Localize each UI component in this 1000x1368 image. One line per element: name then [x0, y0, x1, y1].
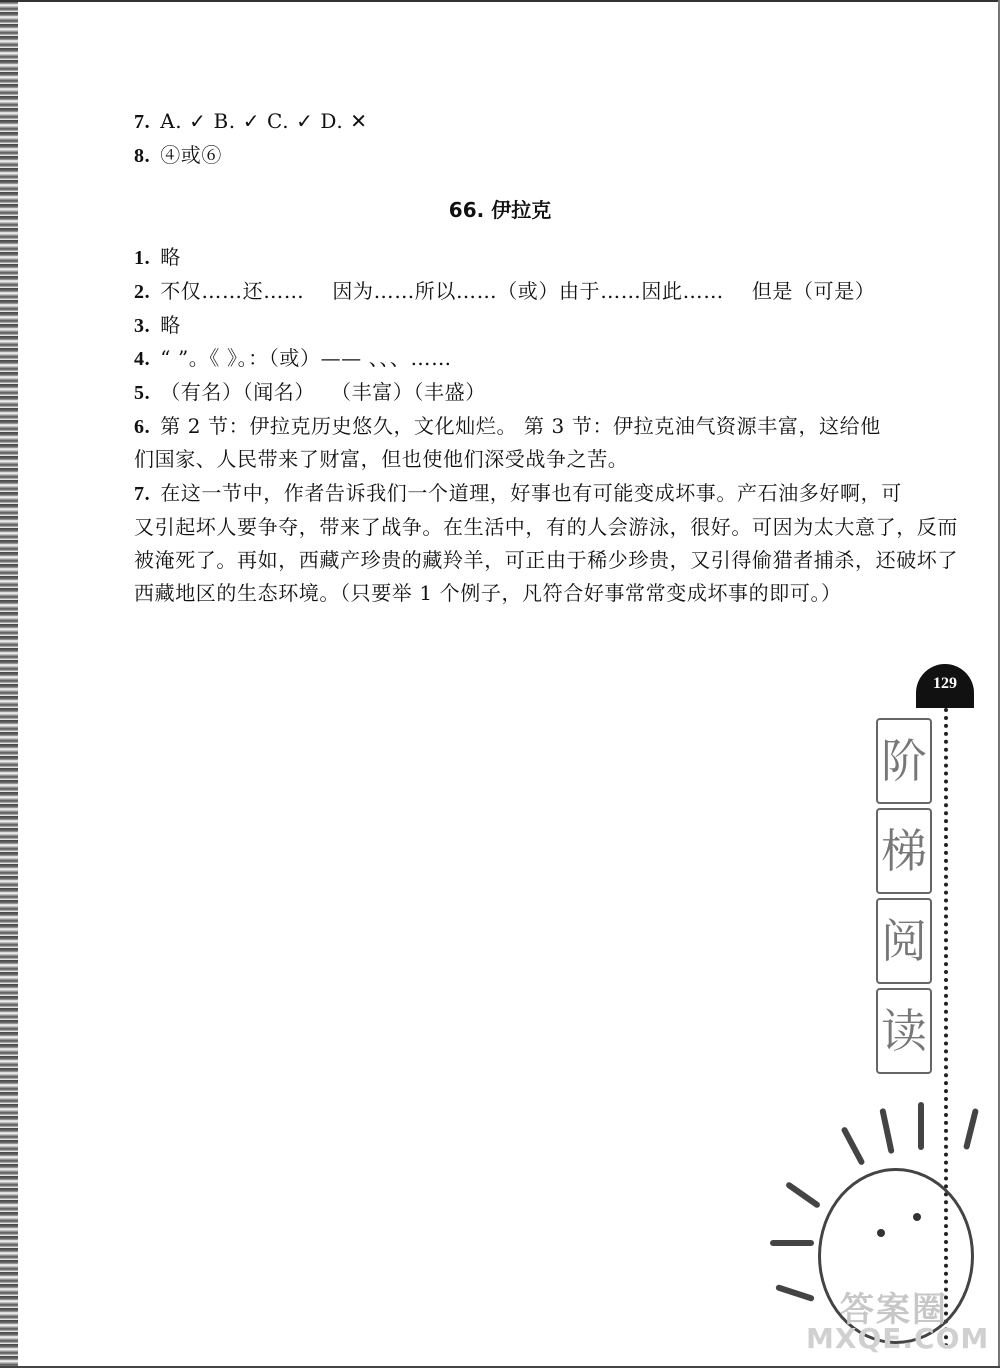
sun-ray: [785, 1181, 821, 1209]
side-title-char-3: 阅: [876, 898, 932, 984]
sun-ray: [963, 1108, 979, 1150]
sun-ray: [840, 1126, 865, 1166]
answer-3: 3. 略: [134, 313, 181, 337]
answer-prev-7: 7. A. ✓ B. ✓ C. ✓ D. ✕: [134, 109, 368, 133]
sun-ray: [775, 1284, 815, 1302]
side-title-char-2: 梯: [876, 808, 932, 894]
answer-7-line-1: 7. 在这一节中，作者告诉我们一个道理，好事也有可能变成坏事。产石油多好啊，可: [134, 481, 902, 505]
watermark-text: 答案圈: [840, 1290, 948, 1330]
answer-7-line-3: 被淹死了。再如，西藏产珍贵的藏羚羊，可正由于稀少珍贵，又引得偷猎者捕杀，还破坏了: [134, 548, 958, 572]
sun-eye: [913, 1213, 921, 1221]
sun-eye: [877, 1229, 885, 1237]
answer-1: 1. 略: [134, 245, 181, 269]
sun-ray: [879, 1108, 894, 1154]
answer-7-line-2: 又引起坏人要争夺，带来了战争。在生活中，有的人会游泳，很好。可因为太大意了，反而: [134, 515, 958, 539]
answer-5: 5. （有名）（闻名） （丰富）（丰盛）: [134, 380, 486, 404]
page-number: 129: [916, 664, 974, 708]
answer-7-line-4: 西藏地区的生态环境。（只要举 1 个例子，凡符合好事常常变成坏事的即可。）: [134, 581, 842, 605]
answer-2: 2. 不仅……还…… 因为……所以……（或）由于……因此…… 但是（可是）: [134, 279, 876, 303]
section-title: 66. 伊拉克: [448, 198, 552, 222]
sun-ray: [918, 1102, 924, 1150]
scan-top-edge: [0, 0, 1000, 2]
watermark-url: MXQE.COM: [806, 1322, 990, 1355]
answer-4: 4. “ ”。《 》。：（或）—— 、、、……: [134, 346, 452, 370]
answer-prev-8: 8. ④或⑥: [134, 143, 223, 167]
answer-6-line-2: 们国家、人民带来了财富，但也使他们深受战争之苦。: [134, 447, 629, 471]
side-title-char-1: 阶: [876, 718, 932, 804]
side-title-char-4: 读: [876, 988, 932, 1074]
answer-6-line-1: 6. 第 2 节：伊拉克历史悠久，文化灿烂。 第 3 节：伊拉克油气资源丰富，这给他: [134, 414, 881, 438]
sun-ray: [770, 1240, 814, 1246]
